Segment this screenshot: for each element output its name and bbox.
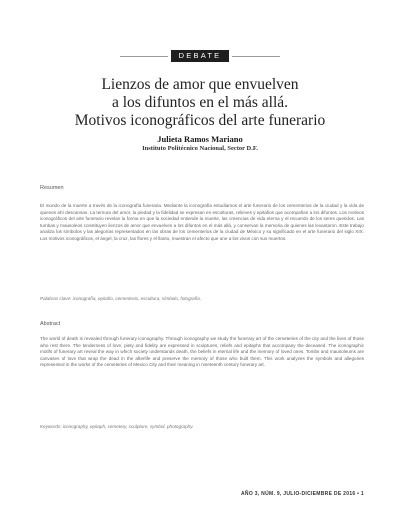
resumen-heading: Resumen [40, 185, 64, 191]
section-tag: DEBATE [171, 50, 229, 62]
author-name: Julieta Ramos Mariano [157, 134, 243, 144]
title-line-2: a los difuntos en el más allá. [111, 94, 289, 111]
resumen-keywords: Palabras clave: iconografía, epitafio, cementerio, escultura, símbolo, fotografía. [40, 296, 202, 301]
abstract-heading: Abstract [40, 321, 61, 327]
section-rule-left [120, 56, 168, 57]
article-title [40, 76, 360, 130]
author-affiliation: Instituto Politécnico Nacional, Sector D.F. [142, 145, 258, 152]
page-footer: AÑO 3, NÚM. 9, JULIO-DICIEMBRE DE 2016 • 1 [241, 491, 364, 497]
abstract-keywords: Keywords: iconography, epitaph, cemetery, sculpture, symbol, photography. [40, 424, 194, 429]
title-line-1: Lienzos de amor que envuelven [101, 76, 299, 93]
abstract-body: The world of death is revealed through funerary iconography. Through iconography we study the funerary art of the cemeteries of the city and the lives of those who rest there. The tenderness of love, piety and fidelity are expressed in sculptures, reliefs and epitaphs that accompany the deceased. The iconographic motifs of funerary art reveal the way in which society understands death, the beliefs in eternal life and the memory of loved ones. Tombs and mausoleums are canvases of love that wrap the dead in the afterlife and preserve the memory of those who built them. This work analyzes the symbols and allegories represented in the works of the cemeteries of Mexico City and their meaning in nineteenth century funerary art. [40, 336, 364, 368]
resumen-body: El mundo de la muerte a través de la iconografía funeraria. Mediante la iconografía estudiamos el arte funerario de los cementerios de la ciudad y la vida de quienes ahí descansan. La ternura del amor, la piedad y la fidelidad se expresan en esculturas, relieves y epitafios que acompañan a los difuntos. Los motivos iconográficos del arte funerario revelan la forma en que la sociedad entiende la muerte, las creencias de vida eterna y el recuerdo de los seres queridos. Las tumbas y mausoleos constituyen lienzos de amor que envuelven a los difuntos en el más allá, y conservan la memoria de quienes las levantaron. Este trabajo analiza los símbolos y las alegorías representados en las obras de los cementerios de la ciudad de México y su significado en el arte funerario del siglo XIX. Los motivos iconográficos, el ángel, la cruz, las flores y el llanto, muestran el afecto que une a los vivos con sus muertos. [40, 203, 364, 241]
section-rule-right [232, 56, 280, 57]
title-line-3: Motivos iconográficos del arte funerario [74, 112, 326, 129]
